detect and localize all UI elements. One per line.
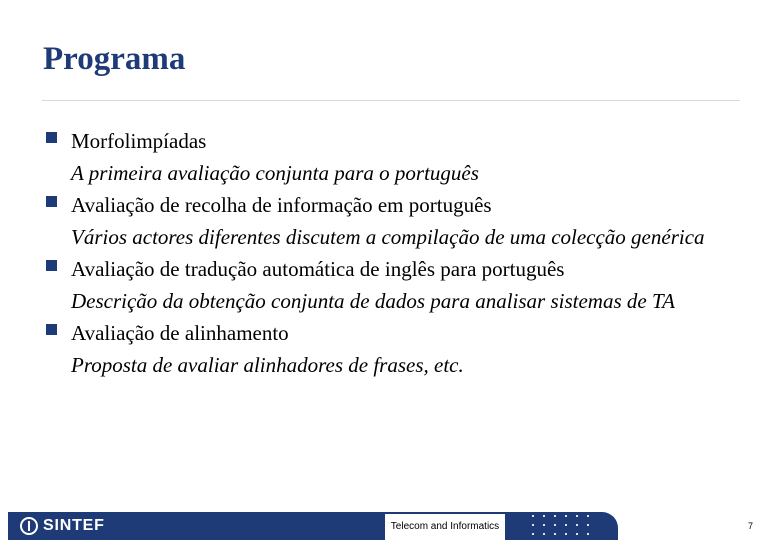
bullet-main-text: Morfolimpíadas xyxy=(71,129,207,153)
bullet-item-traducao xyxy=(45,253,745,317)
bullet-item-recolha xyxy=(45,189,745,253)
square-bullet-icon xyxy=(46,196,57,207)
bullet-item-morfolimpiadas xyxy=(45,125,745,189)
bullet-main-text: Avaliação de recolha de informação em português xyxy=(71,193,492,217)
sintef-logo-icon xyxy=(20,517,38,535)
bullet-main-text: Avaliação de alinhamento xyxy=(71,321,289,345)
bullet-sub-text: Vários actores diferentes discutem a compilação de uma colecção genérica xyxy=(71,225,705,249)
bullet-main-text: Avaliação de tradução automática de inglês para português xyxy=(71,257,565,281)
bullet-item-alinhamento xyxy=(45,317,745,381)
bullet-sub-text: A primeira avaliação conjunta para o português xyxy=(71,161,479,185)
footer-dot-pattern xyxy=(532,515,602,535)
bullet-list xyxy=(45,125,745,381)
bullet-sub-text: Descrição da obtenção conjunta de dados para analisar sistemas de TA xyxy=(71,289,675,313)
slide-footer xyxy=(0,512,780,540)
slide-title: Programa xyxy=(43,41,186,77)
sintef-logo xyxy=(20,516,105,536)
square-bullet-icon xyxy=(46,260,57,271)
square-bullet-icon xyxy=(46,324,57,335)
square-bullet-icon xyxy=(46,132,57,143)
page-number: 7 xyxy=(748,521,754,531)
bullet-sub-text: Proposta de avaliar alinhadores de frases, etc. xyxy=(71,353,464,377)
footer-department-label: Telecom and Informatics xyxy=(385,514,505,540)
title-divider xyxy=(42,100,740,101)
logo-text: SINTEF xyxy=(43,517,105,534)
